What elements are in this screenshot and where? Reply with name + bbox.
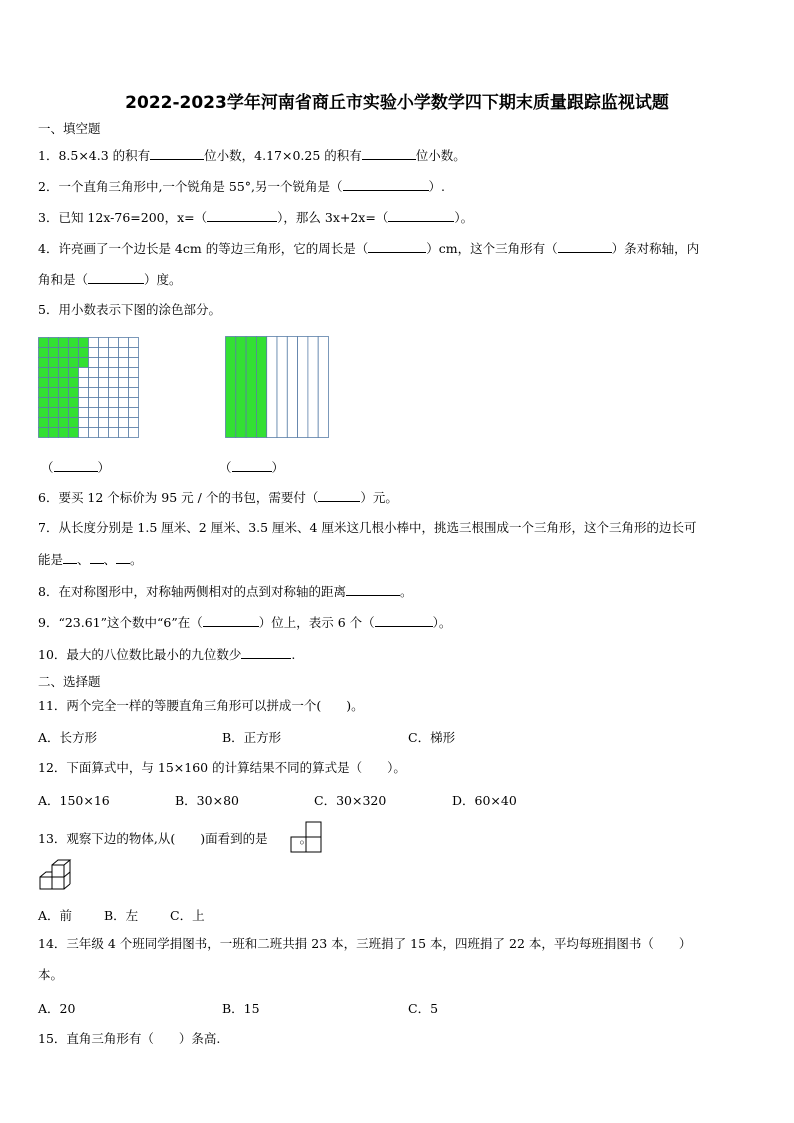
- grid1-cell-shaded: [39, 428, 49, 438]
- q9-text-c: ）。: [432, 615, 452, 630]
- grid1-cell-shaded: [69, 338, 79, 348]
- grid1-cell: [89, 338, 99, 348]
- grid1-cell-shaded: [59, 368, 69, 378]
- question-14-line-2: 本。: [38, 967, 64, 982]
- grid1-cell: [119, 348, 129, 358]
- grid1-cell: [129, 388, 139, 398]
- question-13: [38, 827, 763, 847]
- q9-blank-1[interactable]: [203, 614, 259, 627]
- q7-sep-2: 、: [103, 552, 117, 567]
- grid1-cell-shaded: [79, 358, 89, 368]
- q3-text-b: ），那么 3x+2x=（: [277, 210, 389, 225]
- q4-text-b: ）cm，这个三角形有（: [426, 241, 558, 256]
- grid1-cell-shaded: [59, 378, 69, 388]
- grid1-cell: [109, 348, 119, 358]
- grid1-cell-shaded: [69, 378, 79, 388]
- q4-blank-2[interactable]: [558, 240, 612, 253]
- question-7-line-1: 7．从长度分别是 1.5 厘米、2 厘米、3.5 厘米、4 厘米这几根小棒中，挑选三根围成一个三角形，这个三角形的边长可: [38, 520, 697, 535]
- q11-option-c[interactable]: C．梯形: [408, 730, 456, 745]
- question-10: [38, 646, 763, 663]
- q11-option-b[interactable]: B．正方形: [222, 730, 282, 745]
- question-3: [38, 209, 763, 226]
- q5-ans2-open: （: [219, 460, 232, 475]
- grid1-cell-shaded: [49, 408, 59, 418]
- q7-end: 。: [130, 552, 143, 567]
- grid1-cell-shaded: [69, 358, 79, 368]
- q1-text-c: 位小数。: [415, 148, 466, 163]
- q5-blank-2[interactable]: [232, 459, 272, 472]
- q12-option-b[interactable]: B．30×80: [175, 793, 239, 808]
- grid1-cell: [99, 368, 109, 378]
- grid1-cell-shaded: [79, 338, 89, 348]
- question-4-line-1: [38, 240, 763, 257]
- grid1-cell: [119, 358, 129, 368]
- grid1-cell-shaded: [59, 408, 69, 418]
- grid1-cell: [109, 388, 119, 398]
- q6-text-b: ）元。: [360, 490, 398, 505]
- q10-text-b: .: [291, 647, 296, 662]
- grid1-cell: [79, 408, 89, 418]
- grid1-cell: [129, 338, 139, 348]
- page-title: 2022-2023学年河南省商丘市实验小学数学四下期末质量跟踪监视试题: [125, 93, 669, 113]
- grid1-cell: [89, 368, 99, 378]
- q14-option-a[interactable]: A．20: [38, 1001, 76, 1016]
- q13-option-b[interactable]: B．左: [104, 908, 139, 923]
- grid2-strip: [267, 337, 277, 438]
- cube-stack-icon: [36, 858, 72, 894]
- q7-text-b: 能是: [38, 552, 64, 567]
- grid1-cell-shaded: [69, 348, 79, 358]
- grid1-cell: [99, 388, 109, 398]
- grid2-strip: [277, 337, 287, 438]
- grid1-cell: [129, 378, 139, 388]
- q13-option-c[interactable]: C．上: [170, 908, 205, 923]
- grid1-cell-shaded: [69, 368, 79, 378]
- q7-sep-1: 、: [77, 552, 90, 567]
- grid1-cell: [129, 348, 139, 358]
- q10-blank[interactable]: [241, 646, 291, 659]
- grid1-cell-shaded: [39, 368, 49, 378]
- grid1-cell: [89, 398, 99, 408]
- hundred-grid-figure: [38, 337, 139, 438]
- question-4-line-2: [38, 271, 763, 288]
- grid1-cell-shaded: [39, 358, 49, 368]
- question-11: 11．两个完全一样的等腰直角三角形可以拼成一个( )。: [38, 698, 364, 713]
- q9-text-b: ）位上，表示 6 个（: [258, 615, 375, 630]
- grid1-cell: [129, 428, 139, 438]
- grid1-cell-shaded: [49, 378, 59, 388]
- grid1-cell: [79, 368, 89, 378]
- question-2: [38, 178, 763, 195]
- grid2-strip-shaded: [236, 337, 246, 438]
- grid1-cell-shaded: [49, 358, 59, 368]
- grid1-cell-shaded: [39, 338, 49, 348]
- grid1-cell-shaded: [69, 388, 79, 398]
- q5-answer-2: [219, 458, 284, 476]
- q6-text-a: 6．要买 12 个标价为 95 元 / 个的书包，需要付（: [38, 490, 319, 505]
- q2-blank[interactable]: [343, 178, 429, 191]
- grid1-cell: [89, 408, 99, 418]
- grid1-cell-shaded: [39, 378, 49, 388]
- grid1-cell: [99, 378, 109, 388]
- view-shape-icon: [290, 821, 322, 853]
- q1-text-b: 位小数，4.17×0.25 的积有: [204, 148, 362, 163]
- grid1-cell: [129, 408, 139, 418]
- question-12: 12．下面算式中，与 15×160 的计算结果不同的算式是（ ）。: [38, 760, 406, 775]
- grid1-cell: [129, 418, 139, 428]
- question-5: 5．用小数表示下图的涂色部分。: [38, 302, 221, 317]
- grid1-cell-shaded: [49, 368, 59, 378]
- q4-blank-3[interactable]: [88, 271, 144, 284]
- grid1-cell: [129, 368, 139, 378]
- grid1-cell: [119, 428, 129, 438]
- grid1-cell: [89, 348, 99, 358]
- q11-option-a[interactable]: A．长方形: [38, 730, 98, 745]
- q7-blank-1[interactable]: [63, 551, 77, 564]
- grid1-cell: [119, 378, 129, 388]
- question-1: [38, 147, 763, 164]
- grid1-cell-shaded: [39, 348, 49, 358]
- grid1-cell: [89, 358, 99, 368]
- q5-ans1-open: （: [41, 460, 54, 475]
- grid1-cell: [89, 428, 99, 438]
- q6-blank[interactable]: [318, 489, 360, 502]
- q4-blank-1[interactable]: [368, 240, 426, 253]
- grid1-cell: [99, 418, 109, 428]
- grid2-strip: [298, 337, 308, 438]
- grid1-cell: [109, 428, 119, 438]
- grid1-cell: [89, 418, 99, 428]
- q3-text-a: 3．已知 12x-76=200，x=（: [38, 210, 208, 225]
- q13-text-b: 。: [299, 831, 313, 846]
- grid1-cell-shaded: [49, 348, 59, 358]
- grid1-cell: [89, 378, 99, 388]
- q10-text-a: 10．最大的八位数比最小的九位数少: [38, 647, 242, 662]
- grid1-cell: [119, 418, 129, 428]
- strip-grid-figure: [225, 336, 329, 438]
- q12-option-c[interactable]: C．30×320: [314, 793, 387, 808]
- section-fill-heading: 一、填空题: [38, 121, 101, 136]
- grid1-cell: [119, 368, 129, 378]
- grid1-cell: [99, 398, 109, 408]
- q1-blank-1[interactable]: [150, 147, 204, 160]
- grid1-cell: [99, 358, 109, 368]
- q4-text-e: ）度。: [144, 272, 182, 287]
- grid1-cell-shaded: [39, 398, 49, 408]
- grid1-cell: [119, 408, 129, 418]
- grid2-strip: [308, 337, 318, 438]
- q4-text-a: 4．许亮画了一个边长是 4cm 的等边三角形，它的周长是（: [38, 241, 369, 256]
- q1-blank-2[interactable]: [362, 147, 416, 160]
- q12-option-a[interactable]: A．150×16: [38, 793, 110, 808]
- grid1-cell: [79, 428, 89, 438]
- grid2-strip-shaded: [226, 337, 236, 438]
- q5-ans2-close: ）: [271, 460, 285, 475]
- grid1-cell: [79, 378, 89, 388]
- q2-text-b: ）.: [428, 179, 446, 194]
- q4-text-c: ）条对称轴，内: [611, 241, 700, 256]
- question-9: [38, 614, 763, 631]
- grid1-cell-shaded: [59, 338, 69, 348]
- q12-option-d[interactable]: D．60×40: [452, 793, 517, 808]
- q7-blank-3[interactable]: [116, 551, 130, 564]
- grid1-cell: [89, 388, 99, 398]
- grid1-cell: [79, 398, 89, 408]
- question-14-line-1: 14．三年级 4 个班同学捐图书，一班和二班共捐 23 本，三班捐了 15 本，四班捐了 22 本，平均每班捐图书（ ）: [38, 936, 692, 951]
- grid2-strip: [318, 337, 328, 438]
- grid1-cell-shaded: [39, 418, 49, 428]
- grid1-cell-shaded: [59, 348, 69, 358]
- q14-option-b[interactable]: B．15: [222, 1001, 260, 1016]
- q7-blank-2[interactable]: [90, 551, 104, 564]
- grid1-cell-shaded: [79, 348, 89, 358]
- grid1-cell: [109, 408, 119, 418]
- grid1-cell: [99, 348, 109, 358]
- grid1-cell: [79, 418, 89, 428]
- grid1-cell-shaded: [39, 388, 49, 398]
- grid1-cell: [119, 398, 129, 408]
- grid1-cell: [129, 358, 139, 368]
- q8-text-b: 。: [399, 584, 413, 599]
- q3-text-c: ）。: [454, 210, 474, 225]
- q4-text-d: 角和是（: [38, 272, 89, 287]
- grid1-cell: [109, 368, 119, 378]
- grid1-cell-shaded: [69, 398, 79, 408]
- q3-blank-1[interactable]: [207, 209, 277, 222]
- q9-text-a: 9．“23.61”这个数中“6”在（: [38, 615, 203, 630]
- grid1-cell-shaded: [59, 358, 69, 368]
- grid1-cell-shaded: [59, 418, 69, 428]
- question-6: [38, 489, 763, 506]
- q3-blank-2[interactable]: [388, 209, 454, 222]
- grid2-strip: [287, 337, 297, 438]
- grid1-cell: [109, 418, 119, 428]
- q14-option-c[interactable]: C．5: [408, 1001, 439, 1016]
- q5-blank-1[interactable]: [54, 459, 98, 472]
- grid1-cell-shaded: [69, 418, 79, 428]
- grid2-strip-shaded: [256, 337, 266, 438]
- grid1-cell-shaded: [49, 428, 59, 438]
- grid1-cell: [79, 388, 89, 398]
- grid1-cell: [109, 338, 119, 348]
- grid1-cell-shaded: [59, 398, 69, 408]
- q5-answer-1: [41, 458, 110, 476]
- grid1-cell: [109, 358, 119, 368]
- grid1-cell-shaded: [59, 428, 69, 438]
- grid1-cell-shaded: [49, 418, 59, 428]
- grid1-cell-shaded: [49, 398, 59, 408]
- q1-text-a: 1．8.5×4.3 的积有: [38, 148, 151, 163]
- grid1-cell: [99, 428, 109, 438]
- grid1-cell: [109, 378, 119, 388]
- q8-blank[interactable]: [346, 583, 400, 596]
- grid2-strip-shaded: [246, 337, 256, 438]
- grid1-cell-shaded: [49, 388, 59, 398]
- q13-option-a[interactable]: A．前: [38, 908, 73, 923]
- grid1-cell-shaded: [59, 388, 69, 398]
- grid1-cell-shaded: [49, 338, 59, 348]
- section-choice-heading: 二、选择题: [38, 674, 101, 689]
- q2-text-a: 2．一个直角三角形中,一个锐角是 55°,另一个锐角是（: [38, 179, 343, 194]
- question-8: [38, 583, 763, 600]
- question-7-line-2: [38, 551, 763, 568]
- grid1-cell-shaded: [39, 408, 49, 418]
- grid1-cell: [109, 398, 119, 408]
- grid1-cell: [99, 408, 109, 418]
- grid1-cell: [99, 338, 109, 348]
- grid1-cell: [119, 388, 129, 398]
- grid1-cell: [129, 398, 139, 408]
- q5-ans1-close: ）: [97, 460, 111, 475]
- question-15: 15．直角三角形有（ ）条高.: [38, 1031, 221, 1046]
- grid1-cell: [119, 338, 129, 348]
- q8-text-a: 8．在对称图形中，对称轴两侧相对的点到对称轴的距离: [38, 584, 346, 599]
- q13-text-a: 13．观察下边的物体,从( )面看到的是: [38, 831, 268, 846]
- grid1-cell-shaded: [69, 428, 79, 438]
- grid1-cell-shaded: [69, 408, 79, 418]
- q9-blank-2[interactable]: [375, 614, 433, 627]
